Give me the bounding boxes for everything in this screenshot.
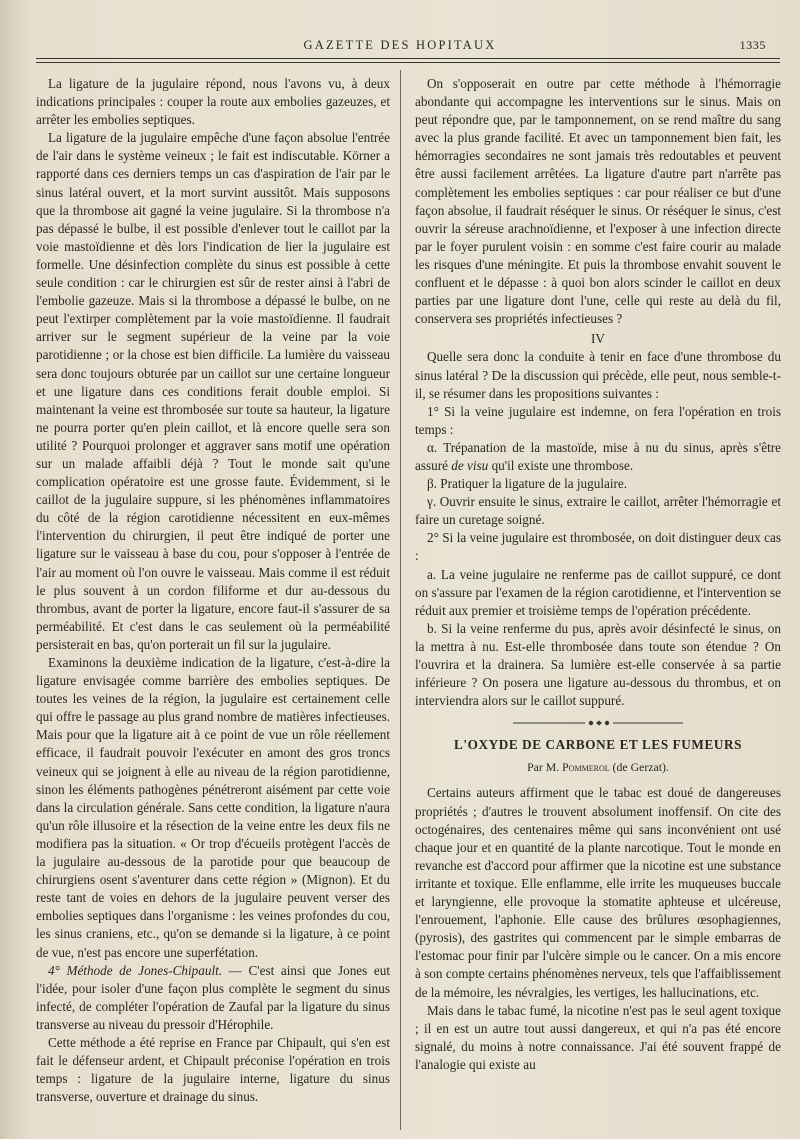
right-paragraph-4-a: α. Trépanation de la mastoïde, mise à nu du sinus, après s'être assuré <box>415 439 781 473</box>
right-paragraph-3: 1° Si la veine jugulaire est indemne, on fera l'opération en trois temps : <box>415 403 781 437</box>
right-paragraph-5: β. Pratiquer la ligature de la jugulaire. <box>427 476 628 492</box>
left-paragraph-4 <box>36 962 390 1034</box>
byline <box>415 758 781 776</box>
right-paragraph-6: γ. Ouvrir ensuite le sinus, extraire le caillot, arrêter l'hémorragie et faire un curetage soigné. <box>415 494 781 528</box>
method-heading: 4° Méthode de Jones-Chipault. <box>48 962 223 978</box>
right-paragraph-4-b: qu'il existe une thrombose. <box>488 457 634 473</box>
right-paragraph-1: On s'opposerait en outre par cette méthode à l'hémorragie abondante qui accompagne les interventions sur le sinus. Mais on peut répondre que, par le tamponnement, on se rend maître du sang avec la plus grande facilité. Et avec un tamponnement bien fait, les hémorragies secondaires ne sont jamais très redoutables et peuvent être aussi facilement arrêtées. La ligature d'autre part n'arrête pas complètement les embolies septiques : car pour réaliser ce but d'une façon absolue, il faudrait réséquer le sinus. Or réséquer le sinus, c'est ouvrir la séreuse arachnoïdienne, et l'exposer à une infection directe par le foyer purulent voisin : en somme c'est faire courir au malade les risques d'une méningite. Et puis la thrombose envahit souvent le confluent et le dépasse : à quoi bon alors scinder le caillot en deux parties par une ligature dont l'une, celle qui reste au delà du fil, conservera ses propriétés infectieuses ? <box>415 76 781 327</box>
right-paragraph-10: Certains auteurs affirment que le tabac est doué de dangereuses propriétés ; d'autres le trouvent absolument inoffensif. On cite des octogénaires, des centenaires même qui sans inconvénient ont usé chaque jour et en quantité de la plante narcotique. Tout le monde en revanche est d'accord pour affirmer que la nicotine est une substance irritante et toxique. Elle enflamme, elle irrite les muqueuses buccale et laryngienne, elle provoque la stomatite aphteuse et ulcéreuse, l'enrouement, l'aphonie. Elle cause des brûlures œsophagiennes, (pyrosis), des gastrites qui commencent par le simple embarras de l'estomac pour finir par l'ulcère simple ou le cancer. On a mis encore à son compte certains phénomènes nerveux, tels que l'affaiblissement de la mémoire, les névralgies, les vertiges, les hallucinations, etc. <box>415 785 781 1000</box>
right-paragraph-9: b. Si la veine renferme du pus, après avoir désinfecté le sinus, on la mettra à nu. Est-elle thrombosée dans toute son étendue ? On l'ouvrira et la drainera. Sa lumière est-elle conservée à sa partie inférieure ? On posera une ligature au-dessous du thrombus, et on interviendra alors sur le caillot suppuré. <box>415 620 781 709</box>
left-paragraph-5: Cette méthode a été reprise en France par Chipault, qui s'en est fait le défenseur ardent, et Chipault préconise l'opération en trois temps : ligature de la jugulaire interne, ligature du sinus transverse, ouverture et drainage du sinus. <box>36 1034 390 1105</box>
byline-suffix: (de Gerzat). <box>609 760 669 775</box>
section-heading-iv: IV <box>591 331 605 347</box>
column-divider <box>400 70 401 1130</box>
running-head <box>0 38 800 58</box>
right-paragraph-7: 2° Si la veine jugulaire est thrombosée, on doit distinguer deux cas : <box>415 530 781 564</box>
left-paragraph-1: La ligature de la jugulaire répond, nous l'avons vu, à deux indications principales : couper la route aux embolies gazeuzes, et arrêter les embolies septiques. <box>36 76 390 128</box>
left-paragraph-3: Examinons la deuxième indication de la ligature, c'est-à-dire la ligature envisagée comme barrière des embolies septiques. De toutes les veines de la région, la jugulaire est certainement celle qui offre le passage au plus grand nombre de matières infectieuses. Mais pour que la ligature ait à ce point de vue un rôle réellement efficace, il faudrait pouvoir l'exécuter en amont des gros troncs veineux qui se joignent à elle au niveau de la région parotidienne, sinon les éléments pathogènes pénétreront aisément par cette voie dans la circulation générale. Sans cette condition, la ligature n'aura qu'un rôle illusoire et la résection de la veine entre les deux fils ne modifiera pas la situation. « Or trop d'écueils protègent l'accès de la jugulaire au-dessous de la parotide pour que beaucoup de chirurgiens osent s'aventurer dans cette région » (Mignon). Et du reste tant de voies en dehors de la jugulaire peuvent verser des embolies septiques dans l'organisme : les veines profondes du cou, les sinus craniens, etc., qu'on se demande si la ligature, à ce point de vue, n'est pas encore une superfétation. <box>36 655 390 960</box>
de-visu-italic: de visu <box>451 457 489 473</box>
header-rule-thin <box>36 62 780 63</box>
running-title: GAZETTE DES HOPITAUX <box>303 38 497 52</box>
left-paragraph-4-text: — C'est ainsi que Jones eut l'idée, pour isoler d'une façon plus complète le segment du sinus infecté, de compléter l'opération de Zaufal par la ligature du sinus transverse au niveau du pressoir d'Hérophile. <box>36 962 390 1032</box>
byline-prefix: Par M. <box>527 760 563 775</box>
left-paragraph-2: La ligature de la jugulaire empêche d'une façon absolue l'entrée de l'air dans le système veineux ; le fait est indiscutable. Körner a rapporté dans ces derniers temps un cas d'aspiration de l'air par le sinus latéral ouvert, et la mort survint aussitôt. Mais supposons que la thrombose ait gagné la veine jugulaire. Si la thrombose n'a pas dépassé le bulbe, il est possible d'enlever tout le caillot par la voie mastoïdienne et dès lors l'indication de lier la jugulaire est formelle. Une désinfection complète du sinus est possible à cette seule condition : car le chirurgien est sûr de rester ainsi à l'abri de l'embolie gazeuze. Mais si la thrombose a dépassé le bulbe, on ne peut l'extirper complètement par la voie mastoïdienne. Il faudrait arriver sur le segment supérieur de la veine par la voie parotidienne ; or la chose est bien difficile. La lumière du vaisseau sera donc toujours obturée par un caillot sur une certaine longueur et une ligature dans ces conditions ferait double emploi. Si maintenant la veine est thrombosée sur toute sa hauteur, la ligature ne pourra porter qu'en plein caillot, et là encore quelle sera son utilité ? Pourquoi prolonger et aggraver sans motif une opération sur un malade affaibli déjà ? Tout le monde sait qu'une complication opératoire est une grosse faute. Évidemment, si le caillot de la jugulaire suppure, si les phénomènes inflammatoires du côté de la région carotidienne nécessitent en eux-mêmes l'intervention du chirurgien, il peut être indiqué de porter une ligature sur le vaisseau à base du cou, pour s'opposer à l'entrée de l'air au moment où l'on ouvre le vaisseau. Mais comme il est réduit le plus souvent à un cordon filiforme et dur au-dessous du thrombus, avant de porter la ligature, encore faut-il s'assurer de sa perméabilité. Et c'est dans le cas seulement où la perméabilité persisterait en bas, qu'on porterait un fil sur la jugulaire. <box>36 130 390 652</box>
page-number: 1335 <box>739 38 766 52</box>
article-title: L'OXYDE DE CARBONE ET LES FUMEURS <box>453 737 743 753</box>
right-paragraph-8: a. La veine jugulaire ne renferme pas de caillot suppuré, ce dont on s'assure par l'examen de la région carotidienne, et l'intervention se réduit aux premier et troisième temps de l'opération précédente. <box>415 566 781 618</box>
right-column <box>415 75 781 1074</box>
right-paragraph-4 <box>415 439 781 475</box>
header-rule <box>36 58 780 59</box>
ornament-divider <box>513 719 683 727</box>
left-column <box>36 75 390 1106</box>
right-paragraph-11: Mais dans le tabac fumé, la nicotine n'est pas le seul agent toxique ; il en est un autre tout aussi dangereux, et qui n'a pas été encore signalé, du moins à notre connaissance. J'ai été souvent frappé de l'analogie qui existe au <box>415 1002 781 1072</box>
right-paragraph-2: Quelle sera donc la conduite à tenir en face d'une thrombose du sinus latéral ? De la discussion qui précède, elle peut, nous semble-t-il, se résumer dans les propositions suivantes : <box>415 349 781 401</box>
byline-author: Pommerol <box>562 760 610 775</box>
